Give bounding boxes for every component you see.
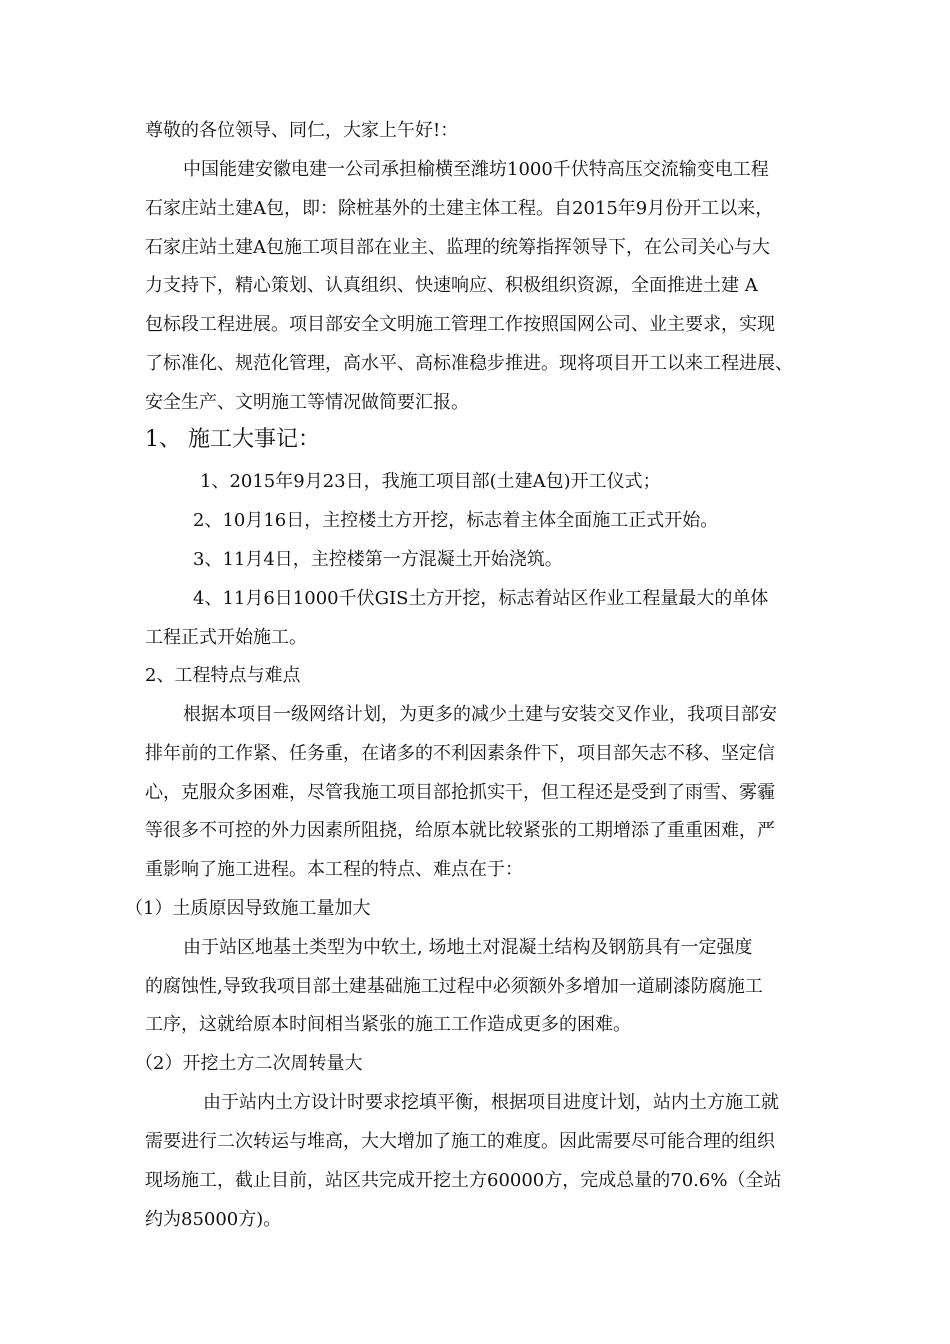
intro-line: 中国能建安徽电建一公司承担榆横至潍坊1000千伏特高压交流输变电工程 xyxy=(183,159,769,180)
section-2-intro-line: 排年前的工作紧、任务重，在诸多的不利因素条件下，项目部矢志不移、坚定信 xyxy=(145,743,775,764)
greeting-line: 尊敬的各位领导、同仁，大家上午好!： xyxy=(145,120,459,141)
section-2-intro-line: 等很多不可控的外力因素所阻挠，给原本就比较紧张的工期增添了重重困难，严 xyxy=(145,820,775,841)
section-2-heading: 2、工程特点与难点 xyxy=(145,665,301,686)
section-2-intro-line: 心，克服众多困难，尽管我施工项目部抢抓实干，但工程还是受到了雨雪、雾霾 xyxy=(145,782,775,803)
event-line: 1、2015年9月23日，我施工项目部(土建A包)开工仪式； xyxy=(200,471,661,492)
subsection-1-text: 的腐蚀性,导致我项目部土建基础施工过程中必须额外多增加一道刷漆防腐施工 xyxy=(145,976,763,997)
subsection-1-heading: （1）土质原因导致施工量加大 xyxy=(125,898,371,919)
intro-line: 包标段工程进展。项目部安全文明施工管理工作按照国网公司、业主要求，实现 xyxy=(145,314,775,335)
subsection-2-text: 由于站内土方设计时要求挖填平衡，根据项目进度计划，站内土方施工就 xyxy=(203,1092,779,1113)
intro-line: 力支持下，精心策划、认真组织、快速响应、积极组织资源，全面推进土建 A xyxy=(145,275,758,296)
intro-line: 石家庄站土建A包施工项目部在业主、监理的统筹指挥领导下，在公司关心与大 xyxy=(145,237,770,258)
subsection-2-text: 约为85000方)。 xyxy=(145,1209,282,1230)
intro-line: 安全生产、文明施工等情况做简要汇报。 xyxy=(145,392,469,413)
section-1-heading: 1、 施工大事记： xyxy=(145,427,320,452)
event-line: 工程正式开始施工。 xyxy=(145,627,307,648)
subsection-1-text: 工序，这就给原本时间相当紧张的施工工作造成更多的困难。 xyxy=(145,1014,631,1035)
section-2-intro-line: 重影响了施工进程。本工程的特点、难点在于： xyxy=(145,859,523,880)
event-line: 4、11月6日1000千伏GIS土方开挖，标志着站区作业工程量最大的单体 xyxy=(193,588,769,609)
subsection-2-text: 需要进行二次转运与堆高，大大增加了施工的难度。因此需要尽可能合理的组织 xyxy=(145,1131,775,1152)
event-line: 3、11月4日，主控楼第一方混凝土开始浇筑。 xyxy=(193,549,563,570)
subsection-2-text: 现场施工，截止目前，站区共完成开挖土方60000方，完成总量的70.6%（全站 xyxy=(145,1170,782,1191)
intro-line: 石家庄站土建A包，即：除桩基外的土建主体工程。自2015年9月份开工以来， xyxy=(145,198,774,219)
subsection-1-text: 由于站区地基土类型为中软土, 场地土对混凝土结构及钢筋具有一定强度 xyxy=(183,937,753,958)
section-2-intro-line: 根据本项目一级网络计划，为更多的减少土建与安装交叉作业，我项目部安 xyxy=(183,704,777,725)
intro-line: 了标准化、规范化管理，高水平、高标准稳步推进。现将项目开工以来工程进展、 xyxy=(145,353,793,374)
subsection-2-heading: （2）开挖土方二次周转量大 xyxy=(135,1053,363,1074)
event-line: 2、10月16日，主控楼土方开挖，标志着主体全面施工正式开始。 xyxy=(193,510,719,531)
